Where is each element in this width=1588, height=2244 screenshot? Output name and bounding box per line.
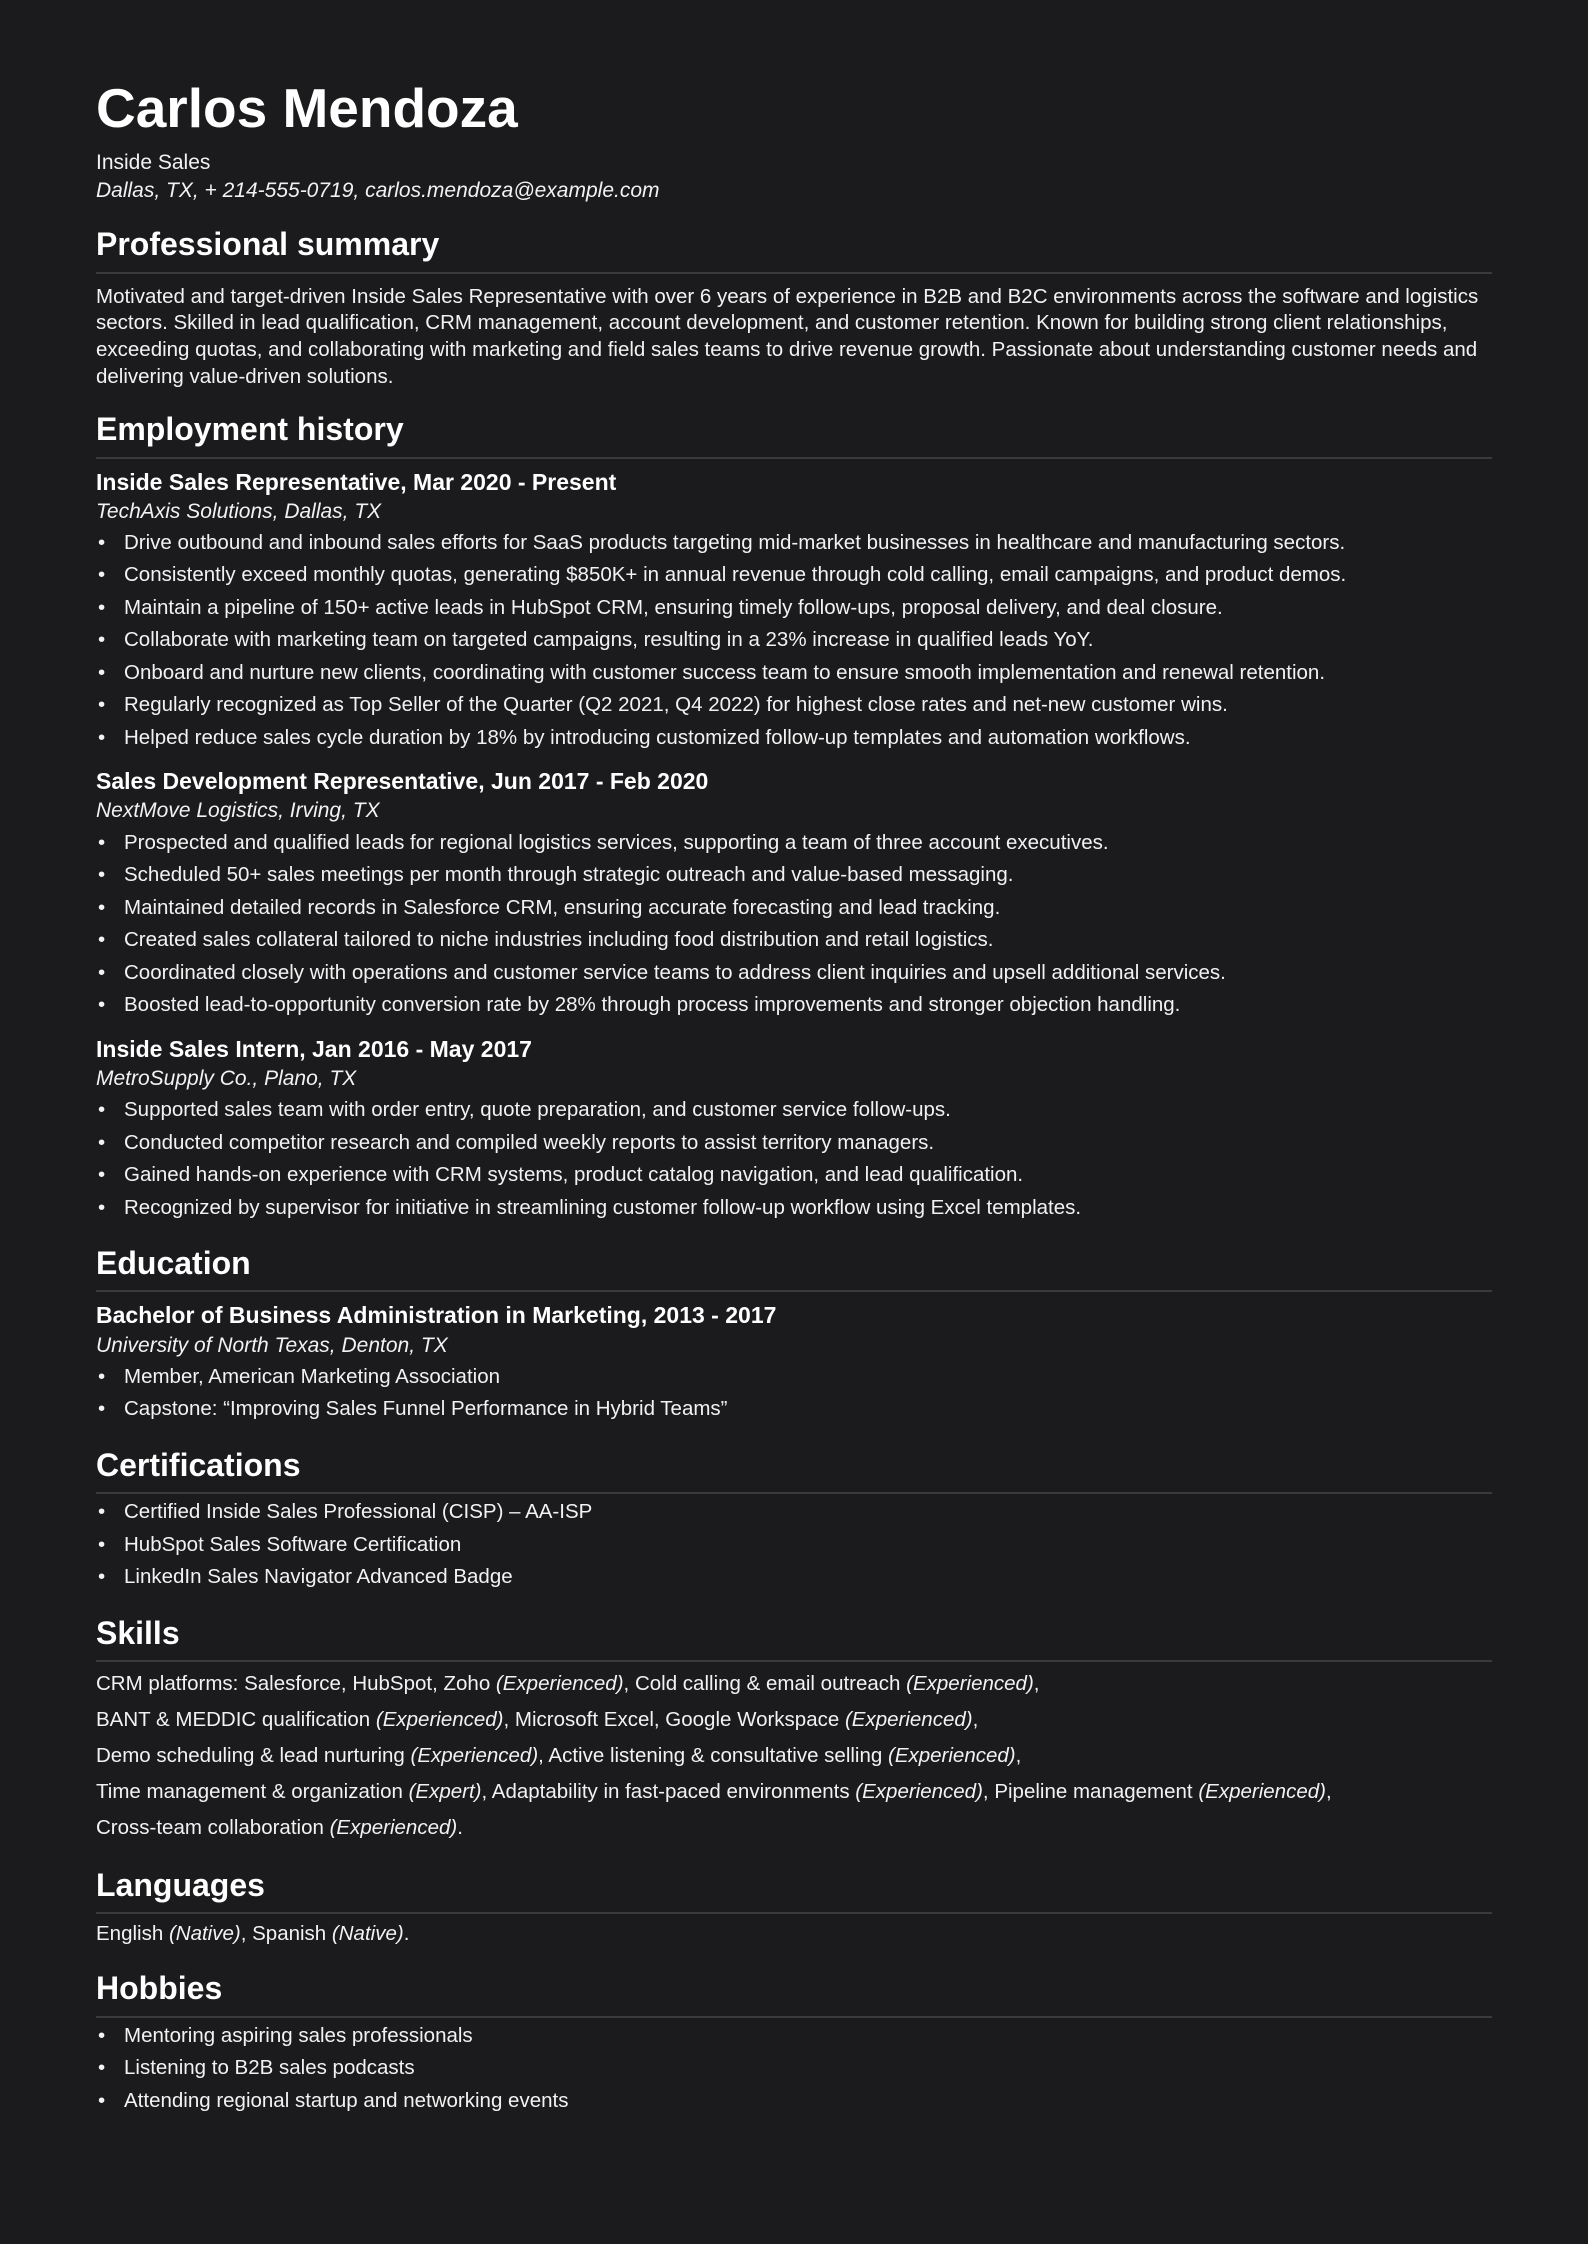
list-item: • HubSpot Sales Software Certification (96, 1529, 1492, 1562)
job-company: MetroSupply Co., Plano, TX (96, 1066, 357, 1090)
candidate-name: Carlos Mendoza (96, 77, 518, 139)
list-item: • Mentoring aspiring sales professionals (96, 2020, 1492, 2053)
skills-section (96, 1614, 1492, 1846)
skill-name: Time management & organization (96, 1780, 403, 1804)
bullet-icon: • (98, 595, 106, 619)
list-item: • Created sales collateral tailored to niche industries including food distribution and retail logistics. (96, 924, 1492, 957)
list-item: • Member, American Marketing Association (96, 1361, 1492, 1394)
list-item: • Maintained detailed records in Salesforce CRM, ensuring accurate forecasting and lead tracking. (96, 892, 1492, 925)
education-entry (96, 1300, 1492, 1425)
section-heading: Languages (96, 1866, 1492, 1914)
bullet-icon: • (98, 530, 106, 554)
education-bullets (96, 1361, 1492, 1426)
bullet-icon: • (98, 1130, 106, 1154)
section-heading: Education (96, 1244, 1492, 1292)
bullet-icon: • (98, 725, 106, 749)
section-heading: Employment history (96, 410, 1492, 458)
skill-name: Adaptability in fast-paced environments (491, 1780, 850, 1804)
job-entry (96, 1034, 1492, 1224)
skill-level: (Experienced) (329, 1816, 458, 1840)
degree-title: Bachelor of Business Administration in Marketing, 2013 - 2017 (96, 1302, 777, 1329)
bullet-icon: • (98, 2023, 106, 2047)
skill-level: (Expert) (408, 1780, 482, 1804)
bullet-icon: • (98, 1565, 106, 1589)
bullet-icon: • (98, 895, 106, 919)
job-company: TechAxis Solutions, Dallas, TX (96, 499, 382, 523)
language-level: (Native) (331, 1922, 404, 1946)
list-item: • Regularly recognized as Top Seller of the Quarter (Q2 2021, Q4 2022) for highest close rates and net-new customer wins. (96, 689, 1492, 722)
bullet-icon: • (98, 1163, 106, 1187)
job-bullets (96, 527, 1492, 755)
skill-name: CRM platforms: Salesforce, HubSpot, Zoho (96, 1672, 491, 1696)
list-item: • Prospected and qualified leads for regional logistics services, supporting a team of three account executives. (96, 827, 1492, 860)
language-name: Spanish (252, 1922, 327, 1946)
list-item: • Listening to B2B sales podcasts (96, 2052, 1492, 2085)
list-item: • Supported sales team with order entry, quote preparation, and customer service follow-ups. (96, 1094, 1492, 1127)
skill-name: Active listening & consultative selling (548, 1744, 883, 1768)
employment-section (96, 410, 1492, 1224)
bullet-icon: • (98, 1532, 106, 1556)
skill-level: (Experienced) (495, 1672, 624, 1696)
list-item: • Recognized by supervisor for initiative in streamlining customer follow-up workflow using Excel templates. (96, 1192, 1492, 1225)
certifications-list (96, 1496, 1492, 1594)
skill-level: (Experienced) (888, 1744, 1016, 1768)
bullet-icon: • (98, 960, 106, 984)
bullet-icon: • (98, 1195, 106, 1219)
bullet-icon: • (98, 863, 106, 887)
list-item: • Drive outbound and inbound sales efforts for SaaS products targeting mid-market businesses in healthcare and manufacturing sectors. (96, 527, 1492, 560)
summary-section (96, 225, 1492, 390)
list-item: • Onboard and nurture new clients, coordinating with customer success team to ensure smooth implementation and renewal retention. (96, 657, 1492, 690)
section-heading: Professional summary (96, 225, 1492, 273)
resume-header (96, 78, 1492, 205)
bullet-icon: • (98, 2088, 106, 2112)
list-item: • Boosted lead-to-opportunity conversion rate by 28% through process improvements and stronger objection handling. (96, 989, 1492, 1022)
job-entry (96, 766, 1492, 1021)
list-item: • Capstone: “Improving Sales Funnel Performance in Hybrid Teams” (96, 1393, 1492, 1426)
skill-name: Cold calling & email outreach (634, 1672, 901, 1696)
language-name: English (96, 1922, 164, 1946)
list-item: • Attending regional startup and networking events (96, 2085, 1492, 2118)
job-title: Sales Development Representative, Jun 2017 - Feb 2020 (96, 768, 709, 795)
school-name: University of North Texas, Denton, TX (96, 1333, 448, 1357)
bullet-icon: • (98, 1364, 106, 1388)
bullet-icon: • (98, 2056, 106, 2080)
skill-name: Microsoft Excel, Google Workspace (514, 1708, 840, 1732)
hobbies-list (96, 2020, 1492, 2118)
skill-level: (Experienced) (410, 1744, 539, 1768)
certifications-section (96, 1446, 1492, 1594)
hobbies-section (96, 1969, 1492, 2117)
education-section (96, 1244, 1492, 1426)
skills-list: CRM platforms: Salesforce, HubSpot, Zoho (Experienced), Cold calling & email outreach (Experienced), BANT & MEDDIC qualification (Experienced), Microsoft Excel, Google Workspace (Experienced), Demo scheduling & lead nurturing (Experienced), Active listening & consultative selling (Experienced), Time management & organization (Expert), Adaptability in fast-paced environments (Experienced), Pipeline management (Experienced), Cross-team collaboration (Experienced). (96, 1672, 1332, 1840)
skill-name: BANT & MEDDIC qualification (96, 1708, 371, 1732)
skill-level: (Experienced) (1198, 1780, 1326, 1804)
list-item: • Consistently exceed monthly quotas, generating $850K+ in annual revenue through cold calling, email campaigns, and product demos. (96, 559, 1492, 592)
job-title: Inside Sales Representative, Mar 2020 - Present (96, 468, 617, 495)
section-heading: Skills (96, 1614, 1492, 1662)
skill-level: (Experienced) (844, 1708, 973, 1732)
bullet-icon: • (98, 628, 106, 652)
skill-name: Cross-team collaboration (96, 1816, 324, 1840)
bullet-icon: • (98, 1098, 106, 1122)
job-title: Inside Sales Intern, Jan 2016 - May 2017 (96, 1035, 532, 1062)
job-entry (96, 467, 1492, 755)
list-item: • Conducted competitor research and compiled weekly reports to assist territory managers. (96, 1127, 1492, 1160)
list-item: • Scheduled 50+ sales meetings per month through strategic outreach and value-based messaging. (96, 859, 1492, 892)
language-level: (Native) (168, 1922, 241, 1946)
job-company: NextMove Logistics, Irving, TX (96, 799, 380, 823)
bullet-icon: • (98, 1500, 106, 1524)
list-item: • Coordinated closely with operations and customer service teams to address client inquiries and upsell additional services. (96, 957, 1492, 990)
bullet-icon: • (98, 830, 106, 854)
list-item: • Maintain a pipeline of 150+ active leads in HubSpot CRM, ensuring timely follow-ups, proposal delivery, and deal closure. (96, 592, 1492, 625)
bullet-icon: • (98, 693, 106, 717)
job-bullets (96, 827, 1492, 1022)
bullet-icon: • (98, 928, 106, 952)
skill-level: (Experienced) (906, 1672, 1034, 1696)
skill-level: (Experienced) (855, 1780, 983, 1804)
list-item: • Gained hands-on experience with CRM systems, product catalog navigation, and lead qualification. (96, 1159, 1492, 1192)
bullet-icon: • (98, 993, 106, 1017)
skill-level: (Experienced) (375, 1708, 504, 1732)
languages-section (96, 1866, 1492, 1949)
candidate-title: Inside Sales (96, 150, 211, 174)
bullet-icon: • (98, 563, 106, 587)
section-heading: Certifications (96, 1446, 1492, 1494)
skill-name: Demo scheduling & lead nurturing (96, 1744, 405, 1768)
summary-text: Motivated and target-driven Inside Sales Representative with over 6 years of experience in B2B and B2C environments across the software and logistics sectors. Skilled in lead qualification, CRM management, account development, and customer retention. Known for building strong client relationships, exceeding quotas, and collaborating with marketing and field sales teams to drive revenue growth. Passionate about understanding customer needs and delivering value-driven solutions. (96, 284, 1479, 388)
section-heading: Hobbies (96, 1969, 1492, 2017)
skill-name: Pipeline management (994, 1780, 1193, 1804)
bullet-icon: • (98, 660, 106, 684)
list-item: • Certified Inside Sales Professional (CISP) – AA-ISP (96, 1496, 1492, 1529)
bullet-icon: • (98, 1397, 106, 1421)
contact-info: Dallas, TX, + 214-555-0719, carlos.mendoza@example.com (96, 178, 660, 202)
list-item: • Collaborate with marketing team on targeted campaigns, resulting in a 23% increase in qualified leads YoY. (96, 624, 1492, 657)
job-bullets (96, 1094, 1492, 1224)
list-item: • LinkedIn Sales Navigator Advanced Badge (96, 1561, 1492, 1594)
list-item: • Helped reduce sales cycle duration by 18% by introducing customized follow-up templates and automation workflows. (96, 722, 1492, 755)
languages-list: English (Native), Spanish (Native). (96, 1922, 410, 1946)
